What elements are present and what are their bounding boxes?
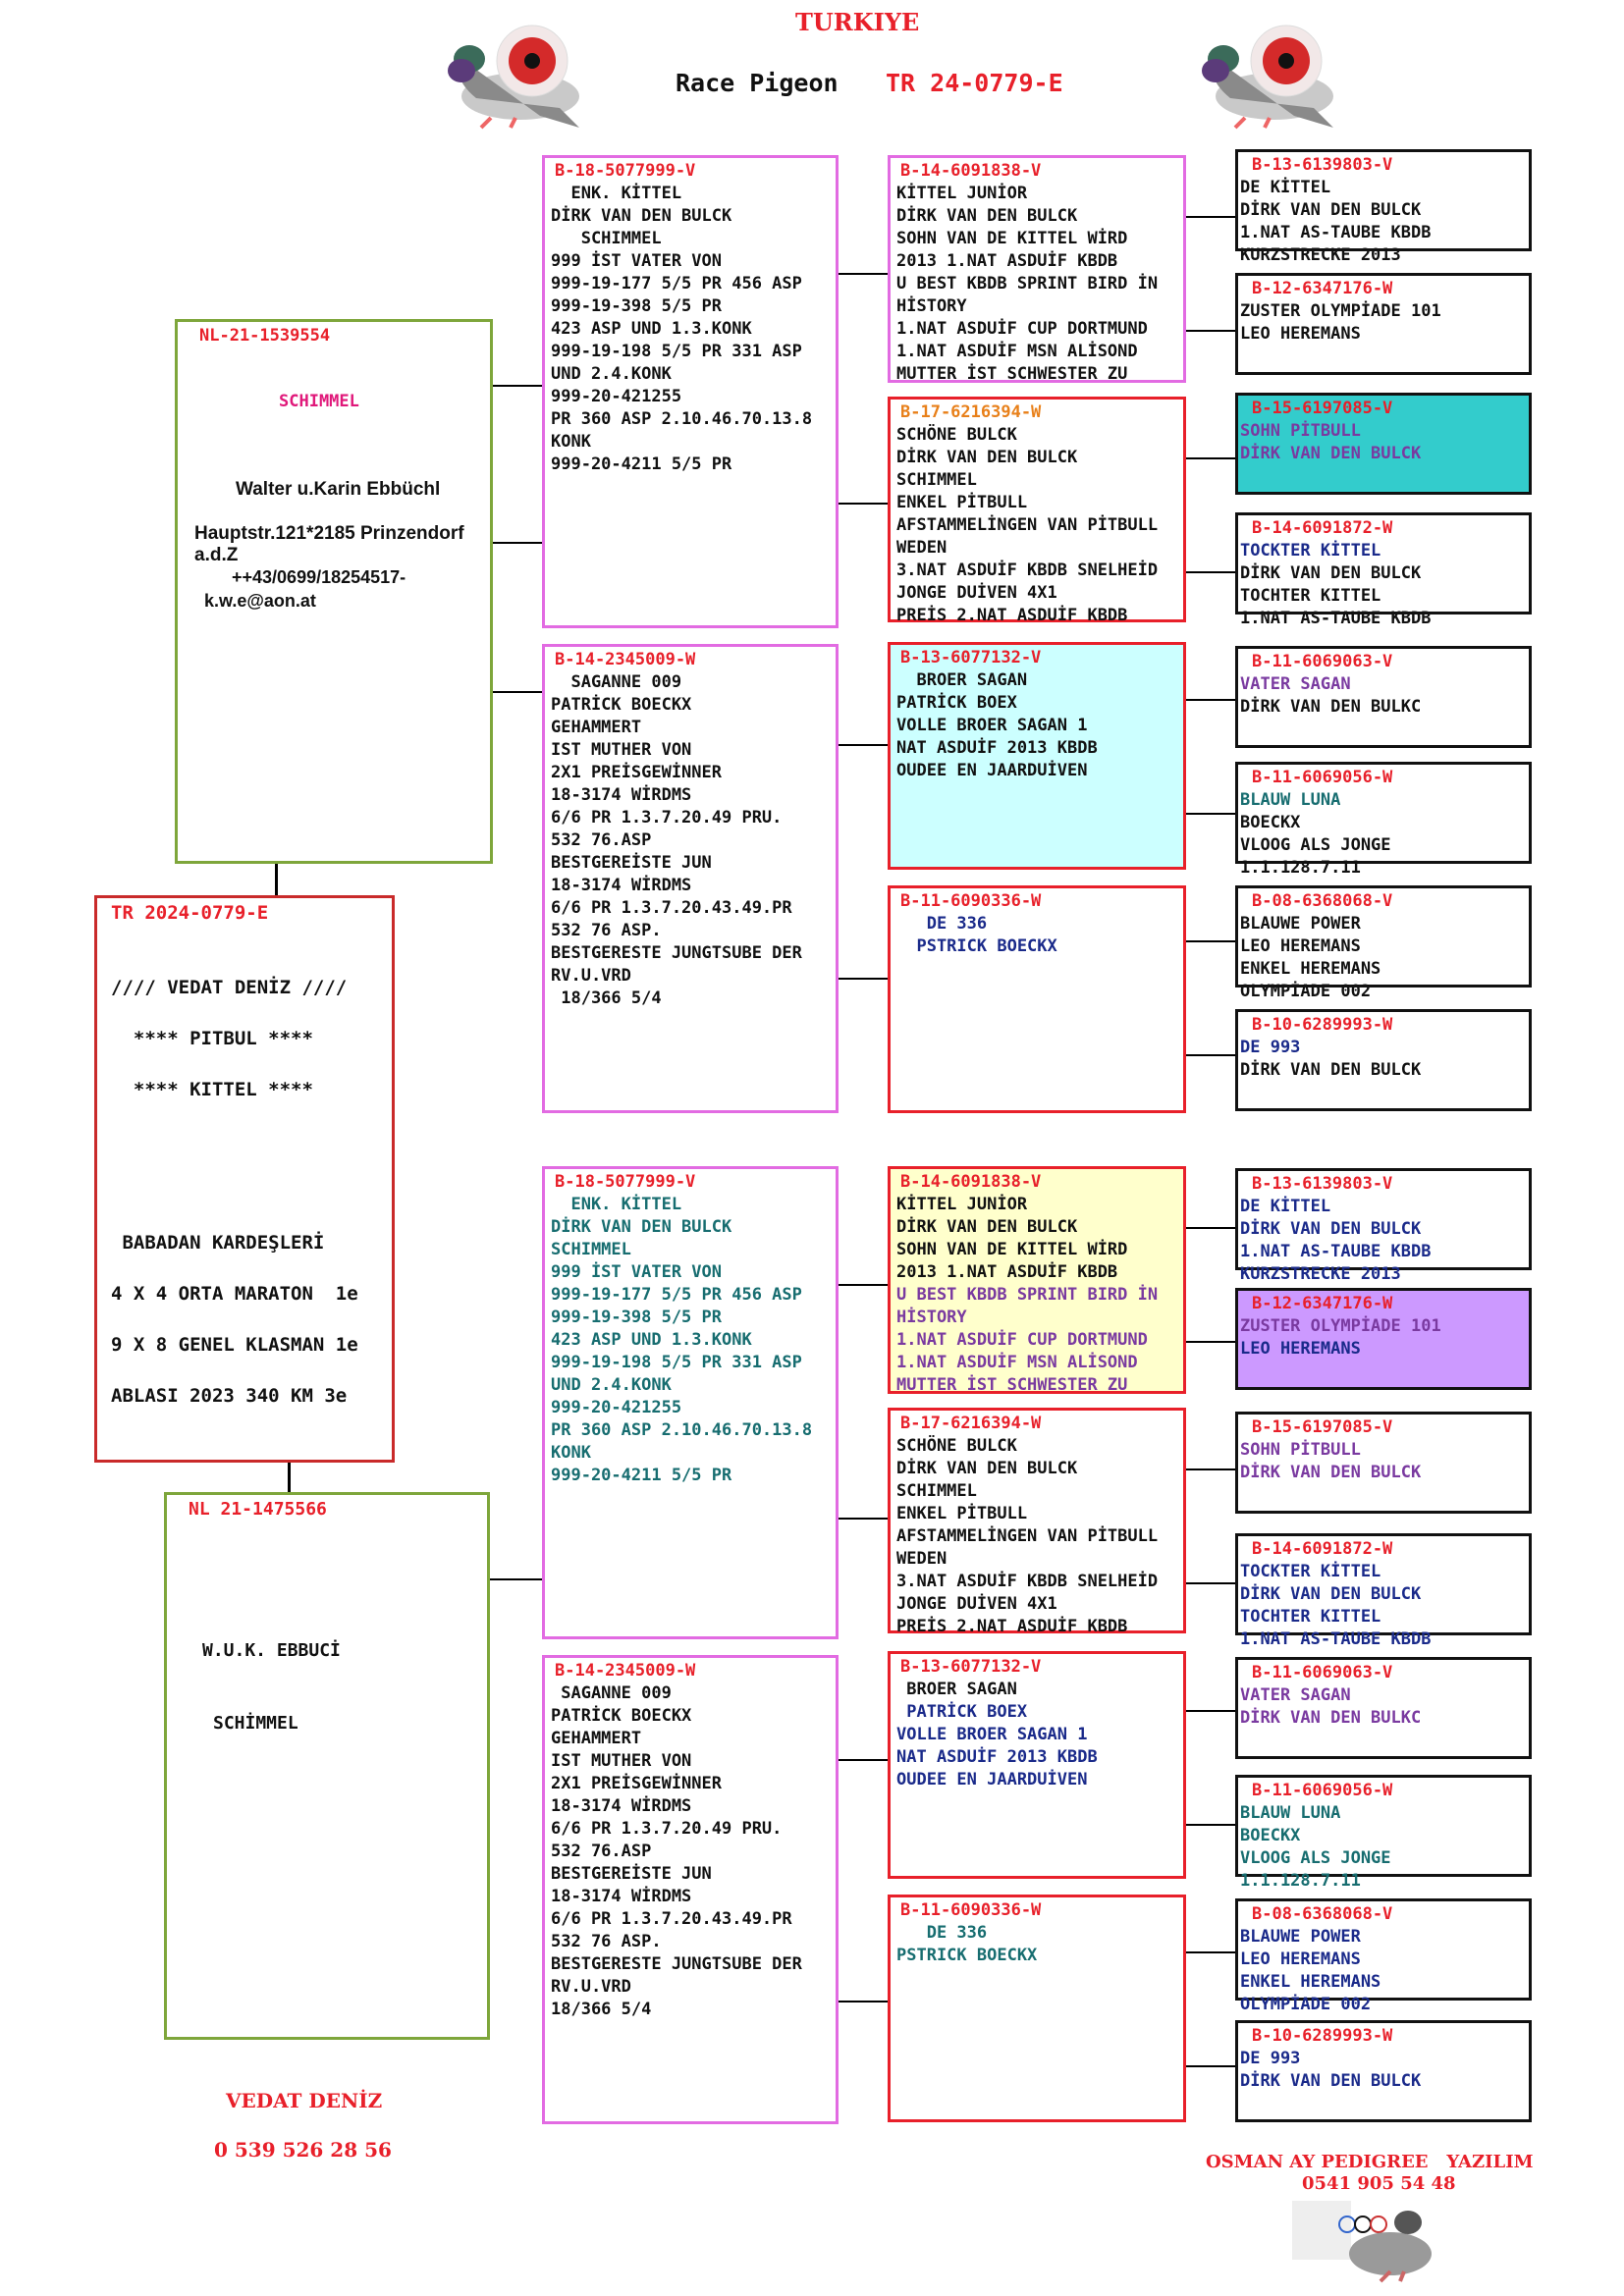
main-bird-note-line: ABLASI 2023 340 KM 3e bbox=[111, 1385, 348, 1407]
gen4-ancestor-ring: B-15-6197085-V bbox=[1252, 399, 1393, 418]
gen4-ancestor-line: DE 993 bbox=[1240, 2049, 1301, 2068]
gen2-ancestor-line: 18-3174 WİRDMS bbox=[551, 876, 692, 895]
gen3-ancestor-box bbox=[888, 155, 1186, 383]
gen4-ancestor-ring: B-13-6139803-V bbox=[1252, 155, 1393, 175]
gen4-ancestor-line: DE KİTTEL bbox=[1240, 178, 1331, 197]
gen3-ancestor-box bbox=[888, 397, 1186, 625]
gen3-ancestor-line: HİSTORY bbox=[896, 296, 967, 316]
gen4-ancestor-line: BLAUW LUNA bbox=[1240, 790, 1341, 810]
gen4-ancestor-ring: B-15-6197085-V bbox=[1252, 1417, 1393, 1437]
gen3-ancestor-line: U BEST KBDB SPRINT BIRD İN bbox=[896, 1285, 1159, 1305]
gen2-ancestor-line: IST MUTHER VON bbox=[551, 740, 692, 760]
gen4-ancestor-ring: B-08-6368068-V bbox=[1252, 891, 1393, 911]
gen2-ancestor-line: PATRİCK BOECKX bbox=[551, 695, 692, 715]
gen2-ancestor-line: 999 İST VATER VON bbox=[551, 251, 722, 271]
gen4-ancestor-line: LEO HEREMANS bbox=[1240, 324, 1361, 344]
gen2-ancestor-line: 999-19-398 5/5 PR bbox=[551, 1308, 722, 1327]
gen2-ancestor-line: UND 2.4.KONK bbox=[551, 364, 672, 384]
gen2-ancestor-line: KONK bbox=[551, 1443, 591, 1463]
gen4-ancestor-box bbox=[1235, 762, 1532, 878]
gen2-ancestor-line: UND 2.4.KONK bbox=[551, 1375, 672, 1395]
gen3-ancestor-line: PREİS 2.NAT ASDUİF KBDB bbox=[896, 1617, 1128, 1636]
gen2-ancestor-line: 423 ASP UND 1.3.KONK bbox=[551, 319, 752, 339]
gen2-ancestor-ring: B-14-2345009-W bbox=[555, 1661, 696, 1681]
gen2-ancestor-line: SCHIMMEL bbox=[551, 1240, 631, 1259]
gen2-ancestor-ring: B-18-5077999-V bbox=[555, 1172, 696, 1192]
gen4-ancestor-box bbox=[1235, 1533, 1532, 1649]
gen4-ancestor-line: BLAUW LUNA bbox=[1240, 1803, 1341, 1823]
dam-ring: NL 21-1475566 bbox=[189, 1499, 327, 1520]
gen4-ancestor-line: VATER SAGAN bbox=[1240, 674, 1351, 694]
gen4-ancestor-line: ZUSTER OLYMPİADE 101 bbox=[1240, 301, 1441, 321]
gen3-ancestor-line: JONGE DUİVEN 4X1 bbox=[896, 583, 1057, 603]
software-brand: OSMAN AY PEDIGREE YAZILIM bbox=[1206, 2152, 1534, 2172]
gen3-ancestor-line: DİRK VAN DEN BULCK bbox=[896, 1217, 1078, 1237]
gen3-ancestor-box bbox=[888, 1408, 1186, 1636]
gen4-ancestor-ring: B-11-6069063-V bbox=[1252, 1663, 1393, 1682]
gen4-ancestor-line: TOCKTER KİTTEL bbox=[1240, 1562, 1381, 1581]
gen2-ancestor-line: ENK. KİTTEL bbox=[551, 184, 682, 203]
gen2-ancestor-line: 2X1 PREİSGEWİNNER bbox=[551, 1774, 722, 1793]
gen4-ancestor-line: SOHN PİTBULL bbox=[1240, 1440, 1361, 1460]
main-bird-note-line bbox=[111, 1255, 358, 1281]
breeder-phone: 0 539 526 28 56 bbox=[214, 2138, 392, 2162]
gen4-ancestor-ring: B-12-6347176-W bbox=[1252, 1294, 1393, 1313]
gen4-ancestor-box bbox=[1235, 393, 1532, 495]
gen2-ancestor-line: BESTGEREİSTE JUN bbox=[551, 1864, 712, 1884]
gen2-ancestor-line: 999-19-198 5/5 PR 331 ASP bbox=[551, 1353, 802, 1372]
gen4-ancestor-line: DİRK VAN DEN BULKC bbox=[1240, 1708, 1422, 1728]
gen3-ancestor-ring: B-13-6077132-V bbox=[900, 1657, 1042, 1677]
gen2-ancestor-line: PR 360 ASP 2.10.46.70.13.8 bbox=[551, 1420, 813, 1440]
main-bird-note-line: 4 X 4 ORTA MARATON 1e bbox=[111, 1283, 358, 1305]
gen4-ancestor-line: 1.1.128.7.11 bbox=[1240, 1871, 1361, 1891]
gen3-ancestor-line: 1.NAT ASDUİF CUP DORTMUND bbox=[896, 1330, 1148, 1350]
main-bird-note-line: //// VEDAT DENİZ //// bbox=[111, 977, 348, 998]
gen3-ancestor-line: VOLLE BROER SAGAN 1 bbox=[896, 716, 1088, 735]
gen4-ancestor-box bbox=[1235, 646, 1532, 748]
gen4-ancestor-line: 1.NAT AS-TAUBE KBDB bbox=[1240, 223, 1432, 242]
breeder-name: VEDAT DENİZ bbox=[226, 2089, 383, 2112]
gen4-ancestor-line: 1.NAT AS-TAUBE KBDB bbox=[1240, 1242, 1432, 1261]
gen3-ancestor-line: MUTTER İST SCHWESTER ZU bbox=[896, 1375, 1128, 1395]
gen3-ancestor-box bbox=[888, 1166, 1186, 1394]
gen3-ancestor-line: PREİS 2.NAT ASDUİF KBDB bbox=[896, 606, 1128, 625]
gen3-ancestor-box bbox=[888, 885, 1186, 1113]
gen4-ancestor-line: BOECKX bbox=[1240, 1826, 1301, 1845]
sire-box bbox=[175, 319, 493, 864]
gen2-ancestor-line: SCHIMMEL bbox=[551, 229, 662, 248]
gen2-ancestor-ring: B-14-2345009-W bbox=[555, 650, 696, 669]
gen4-ancestor-box bbox=[1235, 1412, 1532, 1514]
gen4-ancestor-line: OLYMPİADE 002 bbox=[1240, 982, 1372, 1001]
main-bird-note-line bbox=[111, 1179, 358, 1204]
gen3-ancestor-line: BROER SAGAN bbox=[896, 670, 1028, 690]
gen3-ancestor-ring: B-11-6090336-W bbox=[900, 891, 1042, 911]
gen2-ancestor-line: 999-19-198 5/5 PR 331 ASP bbox=[551, 342, 802, 361]
gen4-ancestor-line: DE KİTTEL bbox=[1240, 1197, 1331, 1216]
gen4-ancestor-line: LEO HEREMANS bbox=[1240, 1339, 1361, 1359]
main-bird-note-line bbox=[111, 1000, 358, 1026]
gen4-ancestor-line: VLOOG ALS JONGE bbox=[1240, 835, 1391, 855]
gen2-ancestor-line: 999-20-4211 5/5 PR bbox=[551, 1466, 732, 1485]
gen3-ancestor-line: DE 336 bbox=[896, 1923, 988, 1943]
gen4-ancestor-ring: B-14-6091872-W bbox=[1252, 518, 1393, 538]
gen4-ancestor-line: ZUSTER OLYMPİADE 101 bbox=[1240, 1316, 1441, 1336]
main-bird-note-line bbox=[111, 1204, 358, 1230]
main-bird-note-line: **** PITBUL **** bbox=[111, 1028, 313, 1049]
dam-owner: W.U.K. EBBUCİ bbox=[202, 1640, 341, 1661]
gen4-ancestor-box bbox=[1235, 1288, 1532, 1390]
gen3-ancestor-ring: B-17-6216394-W bbox=[900, 1414, 1042, 1433]
gen4-ancestor-line: DİRK VAN DEN BULCK bbox=[1240, 2071, 1422, 2091]
gen2-ancestor-line: 999-20-421255 bbox=[551, 387, 682, 406]
gen2-ancestor-line: 423 ASP UND 1.3.KONK bbox=[551, 1330, 752, 1350]
dam-box bbox=[164, 1492, 490, 2040]
software-phone: 0541 905 54 48 bbox=[1302, 2173, 1456, 2194]
gen3-ancestor-line: WEDEN bbox=[896, 1549, 947, 1569]
gen4-ancestor-line: 1.NAT AS-TAUBE KBDB bbox=[1240, 1629, 1432, 1649]
gen2-ancestor-box bbox=[542, 1166, 839, 1639]
gen4-ancestor-ring: B-12-6347176-W bbox=[1252, 279, 1393, 298]
gen3-ancestor-line: 2013 1.NAT ASDUİF KBDB bbox=[896, 251, 1118, 271]
sire-email: k.w.e@aon.at bbox=[204, 591, 316, 611]
gen3-ancestor-line: MUTTER İST SCHWESTER ZU bbox=[896, 364, 1128, 384]
gen2-ancestor-line: GEHAMMERT bbox=[551, 1729, 642, 1748]
gen3-ancestor-line: SOHN VAN DE KITTEL WİRD bbox=[896, 229, 1128, 248]
gen2-ancestor-line: 18/366 5/4 bbox=[551, 988, 662, 1008]
country-title: TURKIYE bbox=[795, 8, 920, 36]
gen2-ancestor-line: 999-19-398 5/5 PR bbox=[551, 296, 722, 316]
main-bird-ring: TR 2024-0779-E bbox=[111, 902, 269, 924]
gen2-ancestor-line: 18-3174 WİRDMS bbox=[551, 785, 692, 805]
gen2-ancestor-box bbox=[542, 1655, 839, 2124]
gen4-ancestor-line: DİRK VAN DEN BULCK bbox=[1240, 1060, 1422, 1080]
gen4-ancestor-line: VATER SAGAN bbox=[1240, 1685, 1351, 1705]
gen4-ancestor-box bbox=[1235, 1775, 1532, 1891]
gen4-ancestor-ring: B-11-6069056-W bbox=[1252, 768, 1393, 787]
gen2-ancestor-line: 18-3174 WİRDMS bbox=[551, 1887, 692, 1906]
gen3-ancestor-line: OUDEE EN JAARDUİVEN bbox=[896, 1770, 1088, 1789]
gen3-ancestor-line: JONGE DUİVEN 4X1 bbox=[896, 1594, 1057, 1614]
gen2-ancestor-line: 999-20-4211 5/5 PR bbox=[551, 454, 732, 474]
gen3-ancestor-line: AFSTAMMELİNGEN VAN PİTBULL bbox=[896, 1526, 1159, 1546]
gen2-ancestor-line: 6/6 PR 1.3.7.20.43.49.PR bbox=[551, 898, 792, 918]
gen4-ancestor-line: DİRK VAN DEN BULCK bbox=[1240, 1584, 1422, 1604]
gen3-ancestor-line: WEDEN bbox=[896, 538, 947, 558]
gen4-ancestor-line: BLAUWE POWER bbox=[1240, 1927, 1361, 1947]
gen2-ancestor-line: DİRK VAN DEN BULCK bbox=[551, 206, 732, 226]
gen3-ancestor-box bbox=[888, 642, 1186, 870]
sire-address: Hauptstr.121*2185 Prinzendorf a.d.Z bbox=[194, 523, 464, 565]
gen4-ancestor-box bbox=[1235, 2020, 1532, 2122]
gen4-ancestor-line: 1.NAT AS-TAUBE KBDB bbox=[1240, 609, 1432, 628]
gen2-ancestor-line: SAGANNE 009 bbox=[551, 1683, 672, 1703]
gen4-ancestor-line: LEO HEREMANS bbox=[1240, 936, 1361, 956]
gen2-ancestor-line: BESTGERESTE JUNGTSUBE DER bbox=[551, 943, 802, 963]
footer-pigeon-logo bbox=[1292, 2195, 1449, 2291]
gen2-ancestor-box bbox=[542, 644, 839, 1113]
gen3-ancestor-line: SCHÖNE BULCK bbox=[896, 1436, 1017, 1456]
gen4-ancestor-line: DİRK VAN DEN BULCK bbox=[1240, 200, 1422, 220]
gen4-ancestor-line: TOCHTER KITTEL bbox=[1240, 586, 1381, 606]
gen3-ancestor-line: AFSTAMMELİNGEN VAN PİTBULL bbox=[896, 515, 1159, 535]
sire-color: SCHIMMEL bbox=[279, 392, 359, 411]
gen4-ancestor-ring: B-13-6139803-V bbox=[1252, 1174, 1393, 1194]
gen4-ancestor-line: ENKEL HEREMANS bbox=[1240, 1972, 1381, 1992]
main-bird-note-line bbox=[111, 1307, 358, 1332]
gen2-ancestor-line: PR 360 ASP 2.10.46.70.13.8 bbox=[551, 409, 813, 429]
pigeon-logo-left bbox=[422, 20, 589, 142]
main-bird-note-line bbox=[111, 1358, 358, 1383]
gen3-ancestor-line: NAT ASDUİF 2013 KBDB bbox=[896, 1747, 1098, 1767]
gen4-ancestor-line: ENKEL HEREMANS bbox=[1240, 959, 1381, 979]
gen3-ancestor-ring: B-17-6216394-W bbox=[900, 402, 1042, 422]
gen4-ancestor-line: OLYMPİADE 002 bbox=[1240, 1995, 1372, 2014]
main-bird-note-line bbox=[111, 1153, 358, 1179]
gen4-ancestor-line: BOECKX bbox=[1240, 813, 1301, 832]
gen3-ancestor-line: KİTTEL JUNİOR bbox=[896, 184, 1028, 203]
gen4-ancestor-ring: B-11-6069063-V bbox=[1252, 652, 1393, 671]
gen2-ancestor-line: 999-19-177 5/5 PR 456 ASP bbox=[551, 1285, 802, 1305]
gen4-ancestor-line: SOHN PİTBULL bbox=[1240, 421, 1361, 441]
gen2-ancestor-line: PATRİCK BOECKX bbox=[551, 1706, 692, 1726]
gen4-ancestor-line: DİRK VAN DEN BULCK bbox=[1240, 444, 1422, 463]
gen4-ancestor-line: 1.1.128.7.11 bbox=[1240, 858, 1361, 878]
gen3-ancestor-line: BROER SAGAN bbox=[896, 1680, 1017, 1699]
gen3-ancestor-line: VOLLE BROER SAGAN 1 bbox=[896, 1725, 1088, 1744]
gen4-ancestor-line: LEO HEREMANS bbox=[1240, 1949, 1361, 1969]
gen2-ancestor-line: BESTGERESTE JUNGTSUBE DER bbox=[551, 1954, 802, 1974]
sire-ring: NL-21-1539554 bbox=[199, 326, 331, 346]
gen3-ancestor-box bbox=[888, 1651, 1186, 1879]
gen2-ancestor-line: DİRK VAN DEN BULCK bbox=[551, 1217, 732, 1237]
main-bird-box bbox=[94, 895, 395, 1463]
gen2-ancestor-line: 532 76.ASP bbox=[551, 1842, 652, 1861]
gen3-ancestor-line: 3.NAT ASDUİF KBDB SNELHEİD bbox=[896, 561, 1159, 580]
gen3-ancestor-line: PSTRICK BOECKX bbox=[896, 1946, 1038, 1965]
gen2-ancestor-line: RV.U.VRD bbox=[551, 1977, 631, 1997]
sire-owner: Walter u.Karin Ebbüchl bbox=[236, 479, 441, 500]
gen2-ancestor-line: GEHAMMERT bbox=[551, 718, 642, 737]
gen3-ancestor-line: DE 336 bbox=[896, 914, 988, 934]
gen4-ancestor-line: BLAUWE POWER bbox=[1240, 914, 1361, 934]
gen2-ancestor-line: 532 76 ASP. bbox=[551, 1932, 662, 1951]
gen2-ancestor-line: BESTGEREİSTE JUN bbox=[551, 853, 712, 873]
gen2-ancestor-line: ENK. KİTTEL bbox=[551, 1195, 682, 1214]
gen4-ancestor-box bbox=[1235, 1657, 1532, 1759]
gen4-ancestor-line: DİRK VAN DEN BULKC bbox=[1240, 697, 1422, 717]
gen4-ancestor-box bbox=[1235, 1898, 1532, 2014]
gen4-ancestor-box bbox=[1235, 149, 1532, 265]
gen2-ancestor-line: 999-20-421255 bbox=[551, 1398, 682, 1417]
gen3-ancestor-line: 1.NAT ASDUİF MSN ALİSOND bbox=[896, 1353, 1138, 1372]
gen4-ancestor-box bbox=[1235, 1009, 1532, 1111]
gen4-ancestor-line: DİRK VAN DEN BULCK bbox=[1240, 1219, 1422, 1239]
gen2-ancestor-line: 18-3174 WİRDMS bbox=[551, 1796, 692, 1816]
gen2-ancestor-box bbox=[542, 155, 839, 628]
gen2-ancestor-line: IST MUTHER VON bbox=[551, 1751, 692, 1771]
gen4-ancestor-line: VLOOG ALS JONGE bbox=[1240, 1848, 1391, 1868]
gen3-ancestor-line: HİSTORY bbox=[896, 1308, 967, 1327]
gen2-ancestor-line: 532 76 ASP. bbox=[551, 921, 662, 940]
gen3-ancestor-ring: B-11-6090336-W bbox=[900, 1900, 1042, 1920]
gen2-ancestor-line: SAGANNE 009 bbox=[551, 672, 682, 692]
pigeon-logo-right bbox=[1176, 20, 1343, 142]
gen4-ancestor-ring: B-11-6069056-W bbox=[1252, 1781, 1393, 1800]
gen4-ancestor-box bbox=[1235, 1168, 1532, 1284]
gen4-ancestor-line: TOCHTER KITTEL bbox=[1240, 1607, 1381, 1627]
gen3-ancestor-line: NAT ASDUİF 2013 KBDB bbox=[896, 738, 1098, 758]
gen3-ancestor-line: ENKEL PİTBULL bbox=[896, 493, 1028, 512]
gen3-ancestor-line: 1.NAT ASDUİF MSN ALİSOND bbox=[896, 342, 1138, 361]
gen3-ancestor-line: 2013 1.NAT ASDUİF KBDB bbox=[896, 1262, 1118, 1282]
gen4-ancestor-box bbox=[1235, 885, 1532, 1001]
gen3-ancestor-ring: B-13-6077132-V bbox=[900, 648, 1042, 667]
gen4-ancestor-ring: B-10-6289993-W bbox=[1252, 1015, 1393, 1035]
dam-color: SCHİMMEL bbox=[213, 1713, 298, 1734]
race-pigeon-label: Race Pigeon bbox=[676, 69, 839, 97]
gen2-ancestor-line: 18/366 5/4 bbox=[551, 2000, 652, 2019]
gen3-ancestor-line: SCHÖNE BULCK bbox=[896, 425, 1017, 445]
main-bird-note-line bbox=[111, 1128, 358, 1153]
gen3-ancestor-box bbox=[888, 1895, 1186, 2122]
gen3-ancestor-ring: B-14-6091838-V bbox=[900, 161, 1042, 181]
gen3-ancestor-line: DİRK VAN DEN BULCK bbox=[896, 448, 1078, 467]
main-bird-note-line bbox=[111, 1102, 358, 1128]
gen3-ancestor-line: SOHN VAN DE KITTEL WİRD bbox=[896, 1240, 1128, 1259]
gen4-ancestor-line: KURZSTRECKE 2013 bbox=[1240, 1264, 1401, 1284]
gen3-ancestor-line: SCHIMMEL bbox=[896, 1481, 977, 1501]
gen4-ancestor-box bbox=[1235, 273, 1532, 375]
gen4-ancestor-line: DE 993 bbox=[1240, 1038, 1301, 1057]
gen4-ancestor-ring: B-10-6289993-W bbox=[1252, 2026, 1393, 2046]
gen3-ancestor-line: KİTTEL JUNİOR bbox=[896, 1195, 1028, 1214]
gen3-ancestor-line: 1.NAT ASDUİF CUP DORTMUND bbox=[896, 319, 1148, 339]
main-bird-notes bbox=[111, 975, 358, 1409]
main-bird-note-line: BABADAN KARDEŞLERİ bbox=[111, 1232, 325, 1254]
gen3-ancestor-line: PATRİCK BOEX bbox=[896, 693, 1017, 713]
main-bird-note-line bbox=[111, 1051, 358, 1077]
gen2-ancestor-line: 6/6 PR 1.3.7.20.49 PRU. bbox=[551, 808, 783, 828]
gen4-ancestor-line: TOCKTER KİTTEL bbox=[1240, 541, 1381, 561]
gen4-ancestor-ring: B-08-6368068-V bbox=[1252, 1904, 1393, 1924]
gen3-ancestor-line: PATRİCK BOEX bbox=[896, 1702, 1028, 1722]
gen2-ancestor-line: KONK bbox=[551, 432, 591, 452]
gen4-ancestor-ring: B-14-6091872-W bbox=[1252, 1539, 1393, 1559]
gen4-ancestor-line: KURZSTRECKE 2013 bbox=[1240, 245, 1401, 265]
gen3-ancestor-line: DİRK VAN DEN BULCK bbox=[896, 1459, 1078, 1478]
gen4-ancestor-box bbox=[1235, 512, 1532, 628]
gen3-ancestor-line: DİRK VAN DEN BULCK bbox=[896, 206, 1078, 226]
gen4-ancestor-line: DİRK VAN DEN BULCK bbox=[1240, 563, 1422, 583]
gen2-ancestor-line: 999 İST VATER VON bbox=[551, 1262, 722, 1282]
gen3-ancestor-line: U BEST KBDB SPRINT BIRD İN bbox=[896, 274, 1159, 294]
gen2-ancestor-line: 532 76.ASP bbox=[551, 830, 652, 850]
gen4-ancestor-line: DİRK VAN DEN BULCK bbox=[1240, 1463, 1422, 1482]
main-bird-note-line: 9 X 8 GENEL KLASMAN 1e bbox=[111, 1334, 358, 1356]
gen2-ancestor-line: 6/6 PR 1.3.7.20.49 PRU. bbox=[551, 1819, 783, 1839]
gen3-ancestor-line: PSTRICK BOECKX bbox=[896, 936, 1057, 956]
header-ring-number: TR 24-0779-E bbox=[886, 69, 1063, 97]
gen3-ancestor-line: ENKEL PİTBULL bbox=[896, 1504, 1028, 1523]
gen2-ancestor-line: 999-19-177 5/5 PR 456 ASP bbox=[551, 274, 802, 294]
main-bird-note-line: **** KITTEL **** bbox=[111, 1079, 313, 1100]
gen2-ancestor-line: RV.U.VRD bbox=[551, 966, 631, 986]
sire-phone: ++43/0699/18254517- bbox=[232, 567, 406, 587]
gen3-ancestor-line: 3.NAT ASDUİF KBDB SNELHEİD bbox=[896, 1572, 1159, 1591]
gen2-ancestor-ring: B-18-5077999-V bbox=[555, 161, 696, 181]
gen2-ancestor-line: 6/6 PR 1.3.7.20.43.49.PR bbox=[551, 1909, 792, 1929]
gen2-ancestor-line: 2X1 PREİSGEWİNNER bbox=[551, 763, 722, 782]
gen3-ancestor-line: OUDEE EN JAARDUİVEN bbox=[896, 761, 1088, 780]
gen3-ancestor-ring: B-14-6091838-V bbox=[900, 1172, 1042, 1192]
gen3-ancestor-line: SCHIMMEL bbox=[896, 470, 977, 490]
